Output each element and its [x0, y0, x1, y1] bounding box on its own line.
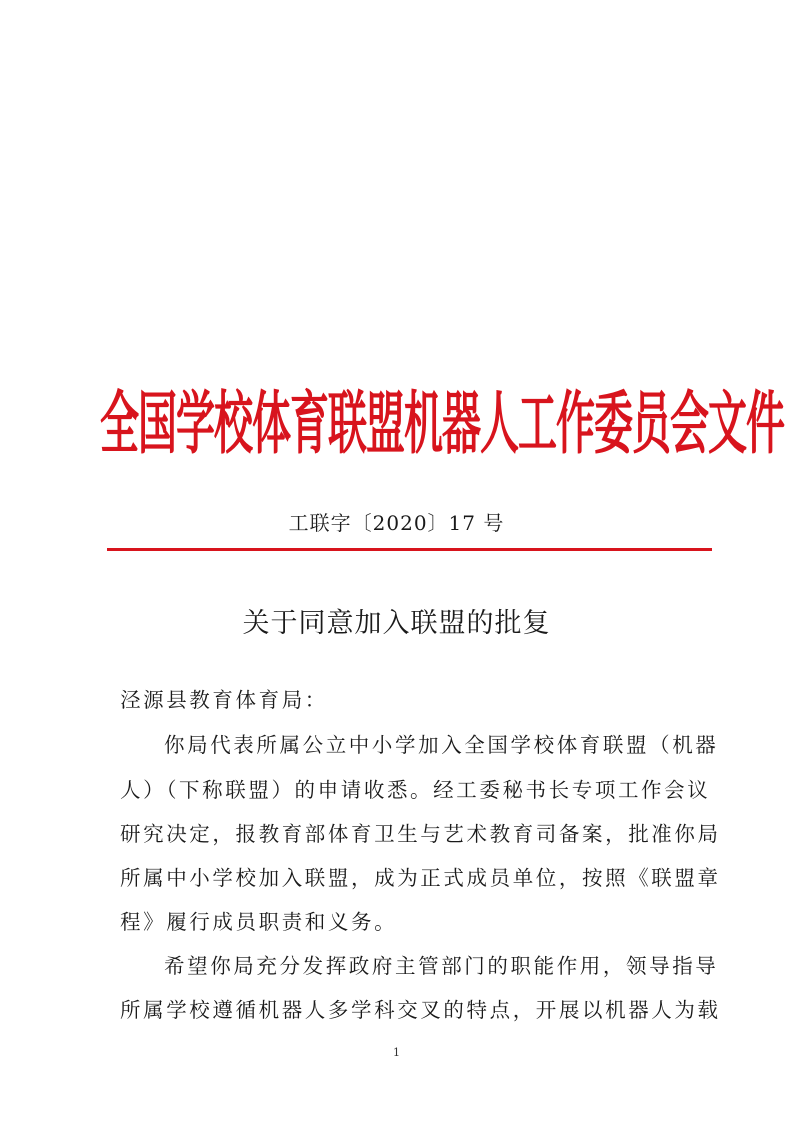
body-line: 研究决定，报教育部体育卫生与艺术教育司备案，批准你局	[120, 822, 721, 846]
body-line: 所属学校遵循机器人多学科交叉的特点，开展以机器人为载	[120, 998, 721, 1022]
document-title: 关于同意加入联盟的批复	[242, 608, 551, 639]
issuing-organization-header	[100, 382, 785, 470]
page-number: 1	[393, 1046, 400, 1059]
document-number: 工联字〔2020〕17 号	[288, 511, 505, 535]
document-body	[120, 685, 721, 1035]
body-line: 所属中小学校加入联盟，成为正式成员单位，按照《联盟章	[120, 866, 721, 890]
red-divider-line	[107, 548, 712, 551]
body-line: 你局代表所属公立中小学加入全国学校体育联盟（机器	[164, 733, 719, 757]
body-line: 人）（下称联盟）的申请收悉。经工委秘书长专项工作会议	[120, 778, 711, 802]
body-line: 希望你局充分发挥政府主管部门的职能作用，领导指导	[164, 954, 719, 978]
salutation: 泾源县教育体育局：	[120, 688, 328, 712]
header-title: 全国学校体育联盟机器人工作委员会文件	[100, 385, 785, 465]
body-line: 程》履行成员职责和义务。	[120, 910, 398, 934]
